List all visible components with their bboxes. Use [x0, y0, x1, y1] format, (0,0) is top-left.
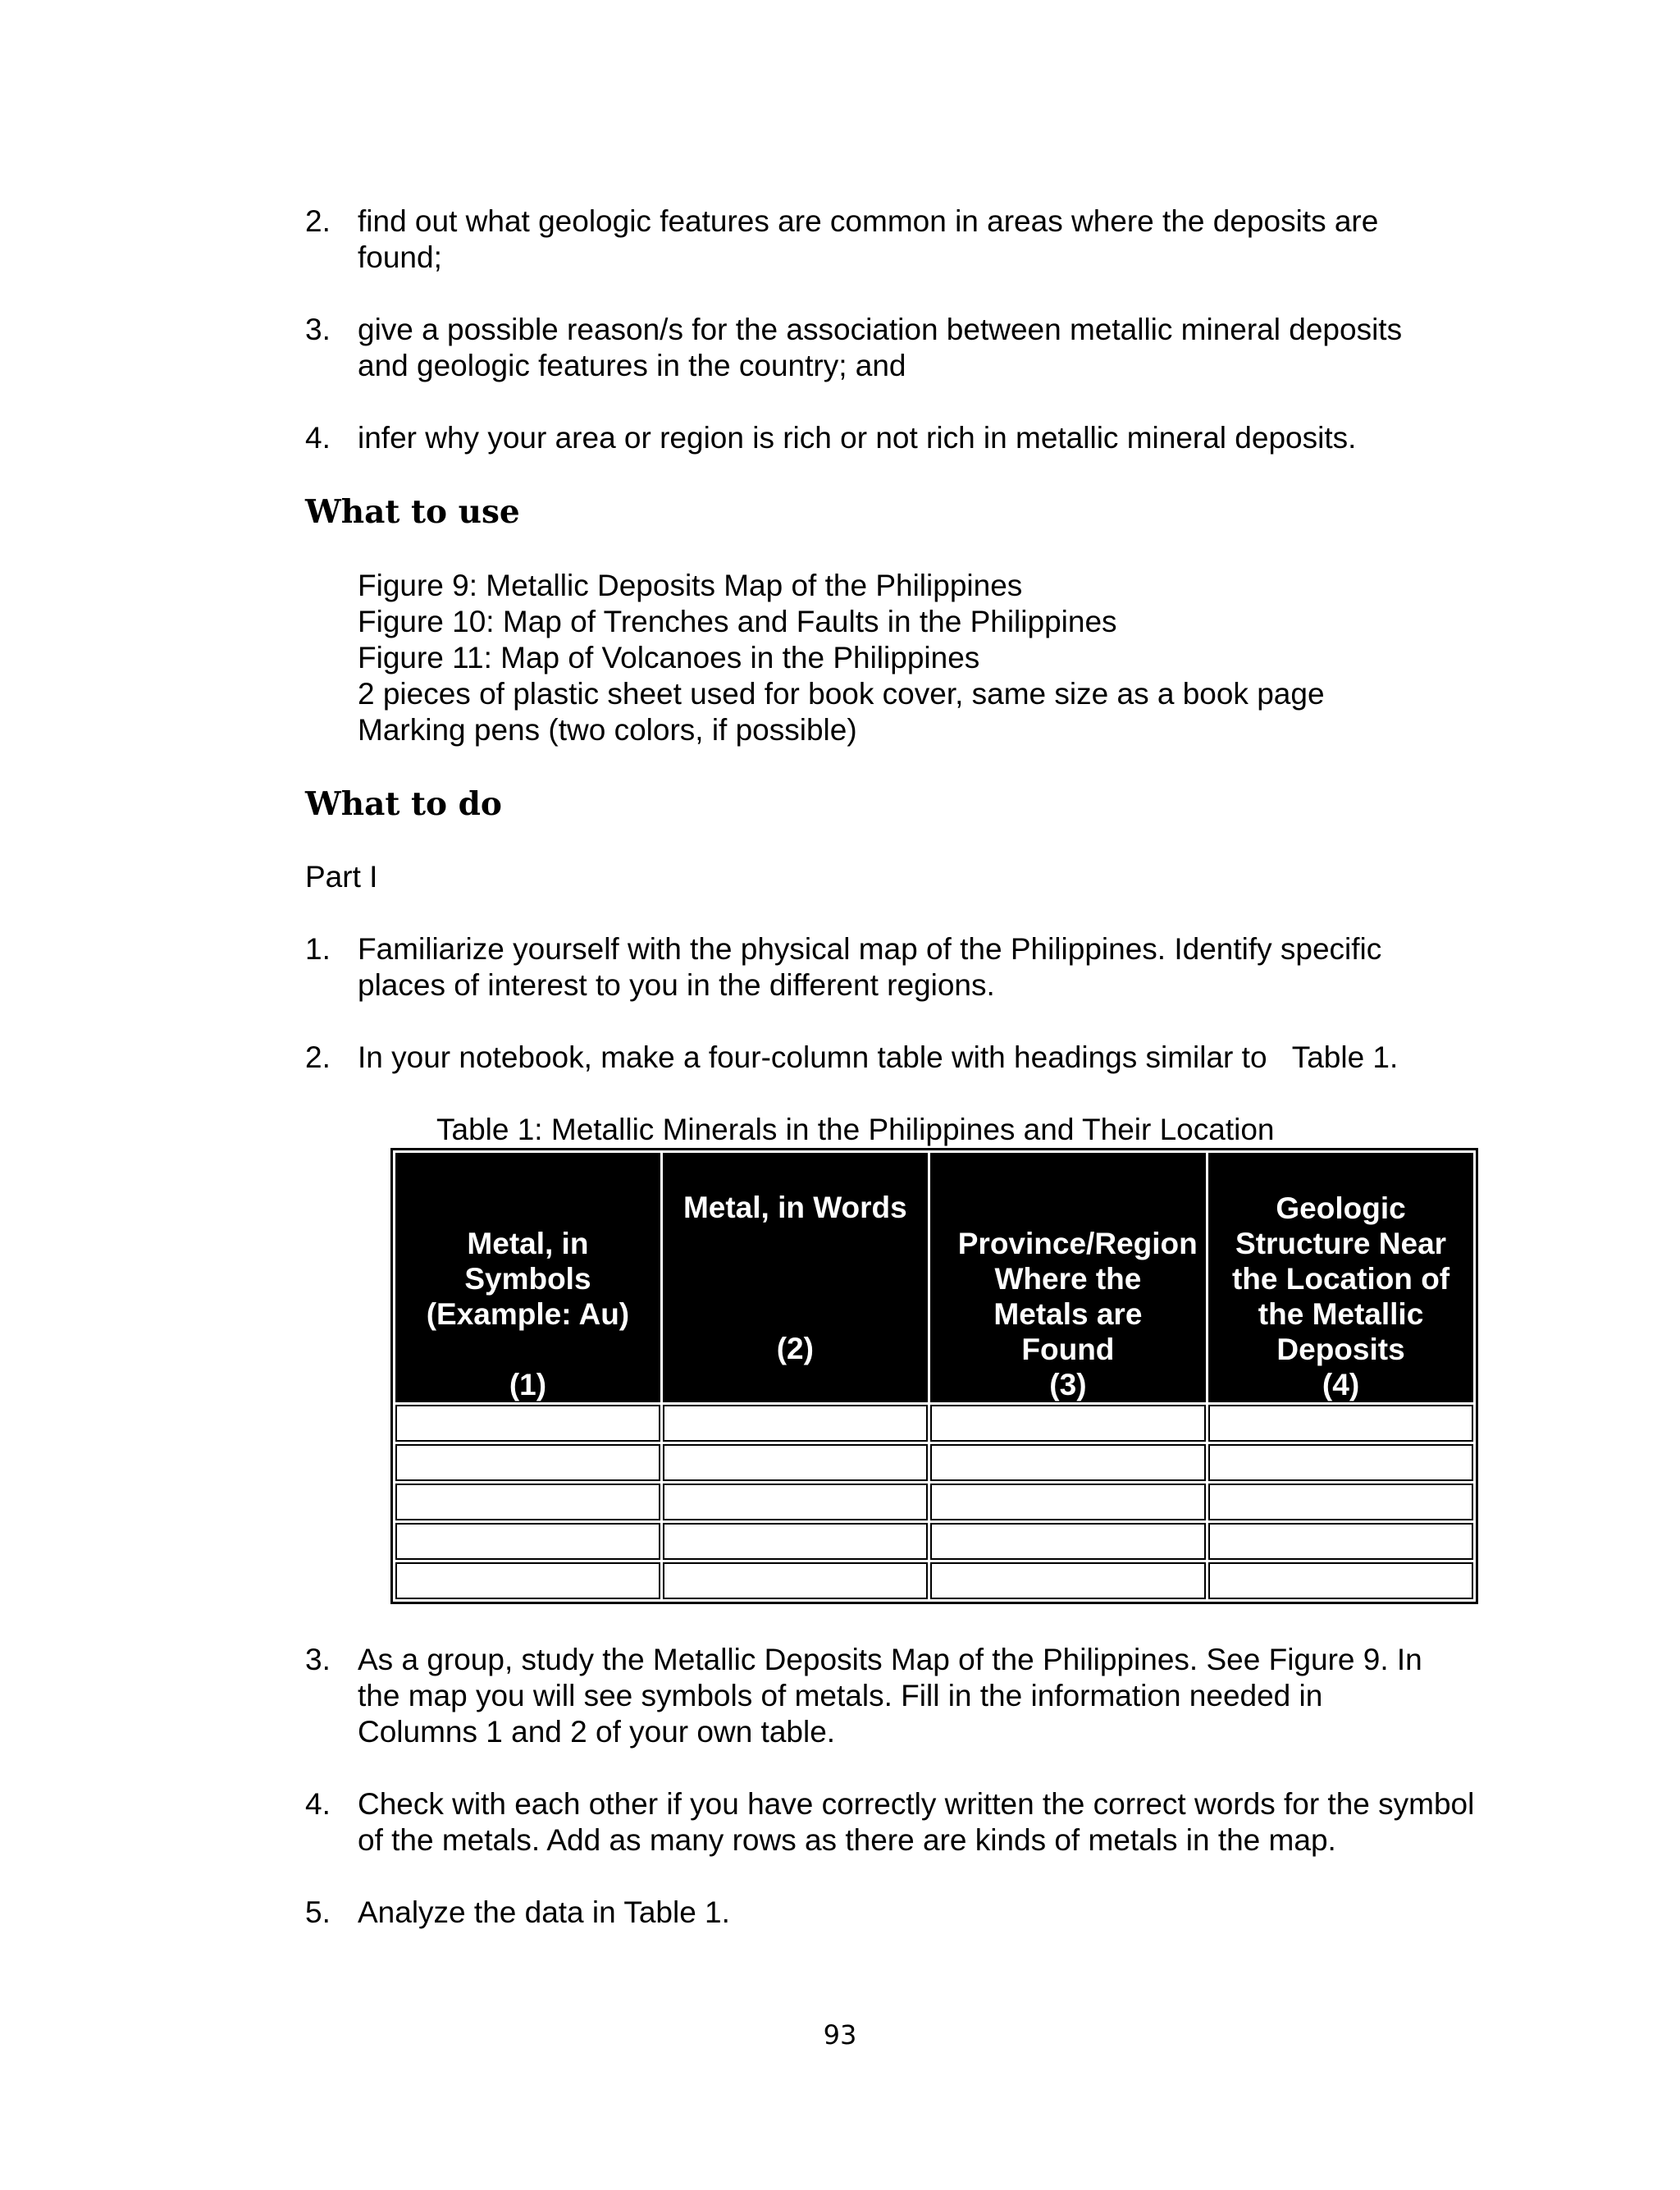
- step-text: Check with each other if you have correctly written the correct words for the symbol of the metals. Add as many rows as there are kinds of metals in the map.: [358, 1787, 1475, 1857]
- table-cell[interactable]: [1208, 1405, 1473, 1442]
- metallic-minerals-table: [390, 1148, 1478, 1604]
- table-cell[interactable]: [395, 1523, 660, 1560]
- material-item: Figure 11: Map of Volcanoes in the Philippines: [358, 641, 980, 674]
- column-header-1: [395, 1153, 660, 1402]
- objective-item-2: [305, 203, 1478, 276]
- step-number: 2.: [305, 1040, 331, 1074]
- step-item-5: [305, 1895, 1478, 1931]
- column-header-label: Geologic Structure Near the Location of the Metallic Deposits: [1231, 1191, 1450, 1366]
- step-item-1: [305, 931, 1478, 1004]
- table-title: Table 1: Metallic Minerals in the Philippines and Their Location: [436, 1113, 1275, 1146]
- step-item-2: [305, 1040, 1478, 1076]
- column-header-number: (1): [509, 1368, 547, 1401]
- objective-item-3: [305, 312, 1478, 384]
- step-text: Analyze the data in Table 1.: [358, 1895, 730, 1929]
- step-item-4: [305, 1786, 1478, 1859]
- table-cell[interactable]: [663, 1484, 928, 1520]
- column-header-3: [930, 1153, 1206, 1402]
- table-cell[interactable]: [395, 1444, 660, 1481]
- document-page: [305, 203, 1478, 1931]
- item-text: find out what geologic features are common in areas where the deposits are found;: [358, 204, 1379, 274]
- step-item-3: [305, 1642, 1478, 1750]
- table-cell[interactable]: [663, 1405, 928, 1442]
- objective-item-4: [305, 420, 1478, 456]
- step-number: 5.: [305, 1895, 331, 1929]
- what-to-use-heading: What to use: [305, 493, 520, 531]
- table-row: [395, 1405, 1473, 1442]
- item-number: 3.: [305, 313, 331, 346]
- table-cell[interactable]: [663, 1562, 928, 1599]
- step-text: In your notebook, make a four-column table with headings similar to Table 1.: [358, 1040, 1399, 1074]
- table-cell[interactable]: [1208, 1484, 1473, 1520]
- item-number: 4.: [305, 421, 331, 455]
- table-cell[interactable]: [930, 1484, 1206, 1520]
- column-header-number: (4): [1322, 1368, 1360, 1401]
- part-label: Part I: [305, 860, 378, 894]
- column-header-label: Metal, in Words: [682, 1191, 907, 1224]
- column-header-number: (3): [1049, 1368, 1087, 1401]
- page-number: 93: [823, 2019, 857, 2051]
- table-cell[interactable]: [1208, 1562, 1473, 1599]
- table-cell[interactable]: [930, 1523, 1206, 1560]
- column-header-label: Metal, in Symbols (Example: Au): [426, 1227, 630, 1331]
- column-header-4: [1208, 1153, 1473, 1402]
- item-text: give a possible reason/s for the association between metallic mineral deposits and geologic features in the country; and: [358, 313, 1403, 382]
- table-cell[interactable]: [1208, 1523, 1473, 1560]
- table-cell[interactable]: [663, 1444, 928, 1481]
- material-item: Marking pens (two colors, if possible): [358, 713, 857, 747]
- step-text: As a group, study the Metallic Deposits Map of the Philippines. See Figure 9. In the map you will see symbols of metals. Fill in the information needed in Columns 1 and 2 of your own table.: [358, 1643, 1422, 1749]
- materials-list: [305, 568, 1478, 748]
- column-header-label: Province/Region Where the Metals are Found: [957, 1227, 1198, 1366]
- step-number: 3.: [305, 1643, 331, 1676]
- table-cell[interactable]: [663, 1523, 928, 1560]
- material-item: 2 pieces of plastic sheet used for book cover, same size as a book page: [358, 677, 1325, 711]
- item-text: infer why your area or region is rich or not rich in metallic mineral deposits.: [358, 421, 1357, 455]
- table-cell[interactable]: [930, 1562, 1206, 1599]
- step-number: 1.: [305, 932, 331, 966]
- item-number: 2.: [305, 204, 331, 238]
- table-cell[interactable]: [930, 1405, 1206, 1442]
- table-cell[interactable]: [930, 1444, 1206, 1481]
- table-cell[interactable]: [1208, 1444, 1473, 1481]
- table-header-row: [395, 1153, 1473, 1402]
- what-to-do-heading: What to do: [305, 785, 502, 823]
- table-cell[interactable]: [395, 1562, 660, 1599]
- step-number: 4.: [305, 1787, 331, 1821]
- column-header-2: [663, 1153, 928, 1402]
- table-row: [395, 1484, 1473, 1520]
- table-row: [395, 1523, 1473, 1560]
- step-text: Familiarize yourself with the physical map of the Philippines. Identify specific places of interest to you in the different regions.: [358, 932, 1382, 1002]
- material-item: Figure 9: Metallic Deposits Map of the Philippines: [358, 569, 1023, 602]
- table-cell[interactable]: [395, 1484, 660, 1520]
- table-row: [395, 1444, 1473, 1481]
- table-row: [395, 1562, 1473, 1599]
- material-item: Figure 10: Map of Trenches and Faults in the Philippines: [358, 605, 1117, 638]
- table-cell[interactable]: [395, 1405, 660, 1442]
- column-header-number: (2): [776, 1332, 814, 1365]
